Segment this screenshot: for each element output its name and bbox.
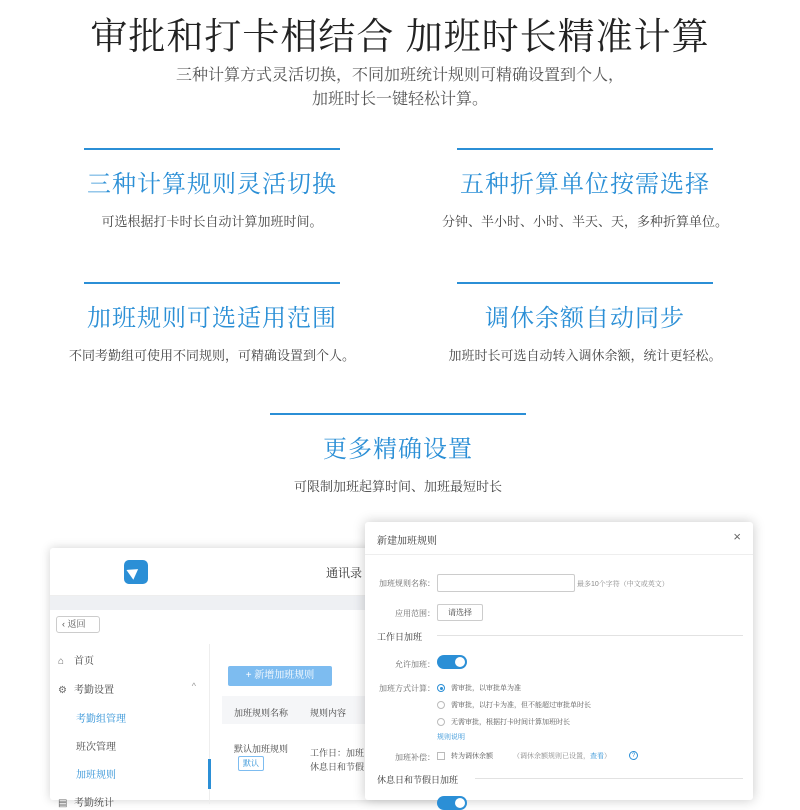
close-icon[interactable]: ×: [733, 529, 741, 544]
sidebar-item-shift-management[interactable]: 班次管理: [76, 742, 116, 753]
feature-title: 加班规则可选适用范围: [87, 305, 337, 332]
feature-divider: [84, 148, 340, 150]
feature-title: 更多精确设置: [323, 436, 473, 463]
rule-name-label: 加班规则名称：: [379, 579, 435, 588]
rule-explanation-link[interactable]: 规则说明: [437, 734, 465, 741]
chevron-up-icon: ^: [191, 681, 196, 691]
sidebar-item-attendance-stats[interactable]: [50, 794, 210, 809]
sidebar-item-attendance-settings[interactable]: [50, 681, 210, 696]
sidebar: [50, 644, 210, 809]
rule-name-input[interactable]: [437, 574, 575, 592]
feature-desc: 可选根据打卡时长自动计算加班时间。: [101, 214, 323, 229]
chart-icon: ▤: [58, 798, 68, 809]
feature-conversion-units: [415, 148, 755, 230]
feature-divider: [457, 282, 713, 284]
feature-desc: 可限制加班起算时间、加班最短时长: [293, 479, 502, 494]
feature-desc: 分钟、半小时、小时、半天、天，多种折算单位。: [441, 214, 728, 229]
compensation-label: 加班补偿：: [395, 753, 435, 762]
rule-name-hint: 最多10个字符（中文或英文）: [577, 581, 669, 588]
sidebar-item-group-management[interactable]: 考勤组管理: [76, 714, 126, 725]
sidebar-item-home[interactable]: [50, 652, 210, 667]
allow-overtime-toggle[interactable]: [437, 655, 467, 669]
rule-content-line: 工作日：加班: [310, 748, 365, 758]
calc-method-label: 加班方式计算：: [379, 684, 435, 693]
feature-calculation-rules: [42, 148, 382, 230]
settings-icon: ⚙: [58, 685, 67, 696]
feature-title: 五种折算单位按需选择: [460, 171, 710, 198]
chevron-left-icon: ‹: [62, 619, 68, 629]
app-title[interactable]: 通讯录: [326, 566, 363, 580]
dialog-title: 新建加班规则: [377, 536, 437, 547]
back-button[interactable]: [56, 616, 100, 633]
rule-content-line: 休息日和节假: [310, 762, 365, 772]
leave-balance-note: [513, 751, 611, 761]
rule-name-cell: 默认加班规则: [234, 744, 289, 754]
note-end: ）: [604, 753, 611, 760]
sidebar-item-label: 考勤设置: [74, 685, 114, 696]
leave-balance-checkbox[interactable]: [437, 752, 445, 760]
app-logo-icon: [124, 560, 148, 584]
sidebar-item-label: 首页: [74, 656, 94, 667]
add-overtime-rule-button[interactable]: + 新增加班规则: [228, 666, 332, 686]
sidebar-item-label: 考勤统计: [74, 798, 114, 809]
feature-title: 调休余额自动同步: [485, 305, 685, 332]
feature-desc: 不同考勤组可使用不同规则，可精确设置到个人。: [68, 348, 355, 363]
sidebar-item-overtime-rules[interactable]: 加班规则: [50, 766, 210, 781]
feature-divider: [457, 148, 713, 150]
feature-title: 三种计算规则灵活切换: [87, 171, 337, 198]
feature-leave-balance-sync: [415, 282, 755, 364]
subheadline-line-1: 三种计算方式灵活切换，不同加班统计规则可精确设置到个人，: [175, 67, 624, 84]
feature-divider: [270, 413, 526, 415]
holiday-overtime-toggle[interactable]: [437, 796, 467, 810]
workday-section-title: 工作日加班: [377, 632, 423, 642]
subheadline-line-2: 加班时长一键轻松计算。: [311, 91, 488, 108]
default-badge: 默认: [238, 756, 264, 771]
feature-desc: 加班时长可选自动转入调休余额，统计更轻松。: [448, 348, 722, 363]
feature-more-settings: [228, 413, 568, 495]
feature-rule-scope: [42, 282, 382, 364]
help-icon[interactable]: ?: [629, 751, 638, 760]
method-option-3: 无需审批，根据打卡时间计算加班时长: [451, 719, 570, 726]
method-option-2: 需审批，以打卡为准，但不能超过审批单时长: [451, 702, 591, 709]
scope-select-button[interactable]: 请选择: [437, 604, 483, 621]
new-overtime-rule-dialog: [365, 522, 753, 800]
allow-overtime-label: 允许加班：: [395, 660, 435, 669]
view-link[interactable]: 查看: [590, 753, 604, 760]
home-icon: ⌂: [58, 656, 65, 667]
scope-label: 应用范围：: [395, 609, 435, 618]
headline: 审批和打卡相结合 加班时长精准计算: [90, 16, 710, 57]
method-option-1: 需审批，以审批单为准: [451, 685, 521, 692]
method-radio-1[interactable]: [437, 684, 445, 692]
holiday-section-title: 休息日和节假日加班: [377, 775, 459, 785]
note-text: （调休余额规则已设置，: [513, 753, 590, 760]
method-radio-2[interactable]: [437, 701, 445, 709]
rule-content-cell: [310, 746, 364, 774]
section-divider: [437, 635, 743, 636]
method-radio-3[interactable]: [437, 718, 445, 726]
dialog-divider: [365, 554, 753, 555]
section-divider: [475, 778, 743, 779]
back-label: 返回: [67, 619, 86, 629]
column-header-name: 加班规则名称: [234, 708, 289, 718]
column-header-content: 规则内容: [310, 708, 347, 718]
feature-divider: [84, 282, 340, 284]
leave-balance-text: 转为调休余额: [451, 753, 493, 760]
